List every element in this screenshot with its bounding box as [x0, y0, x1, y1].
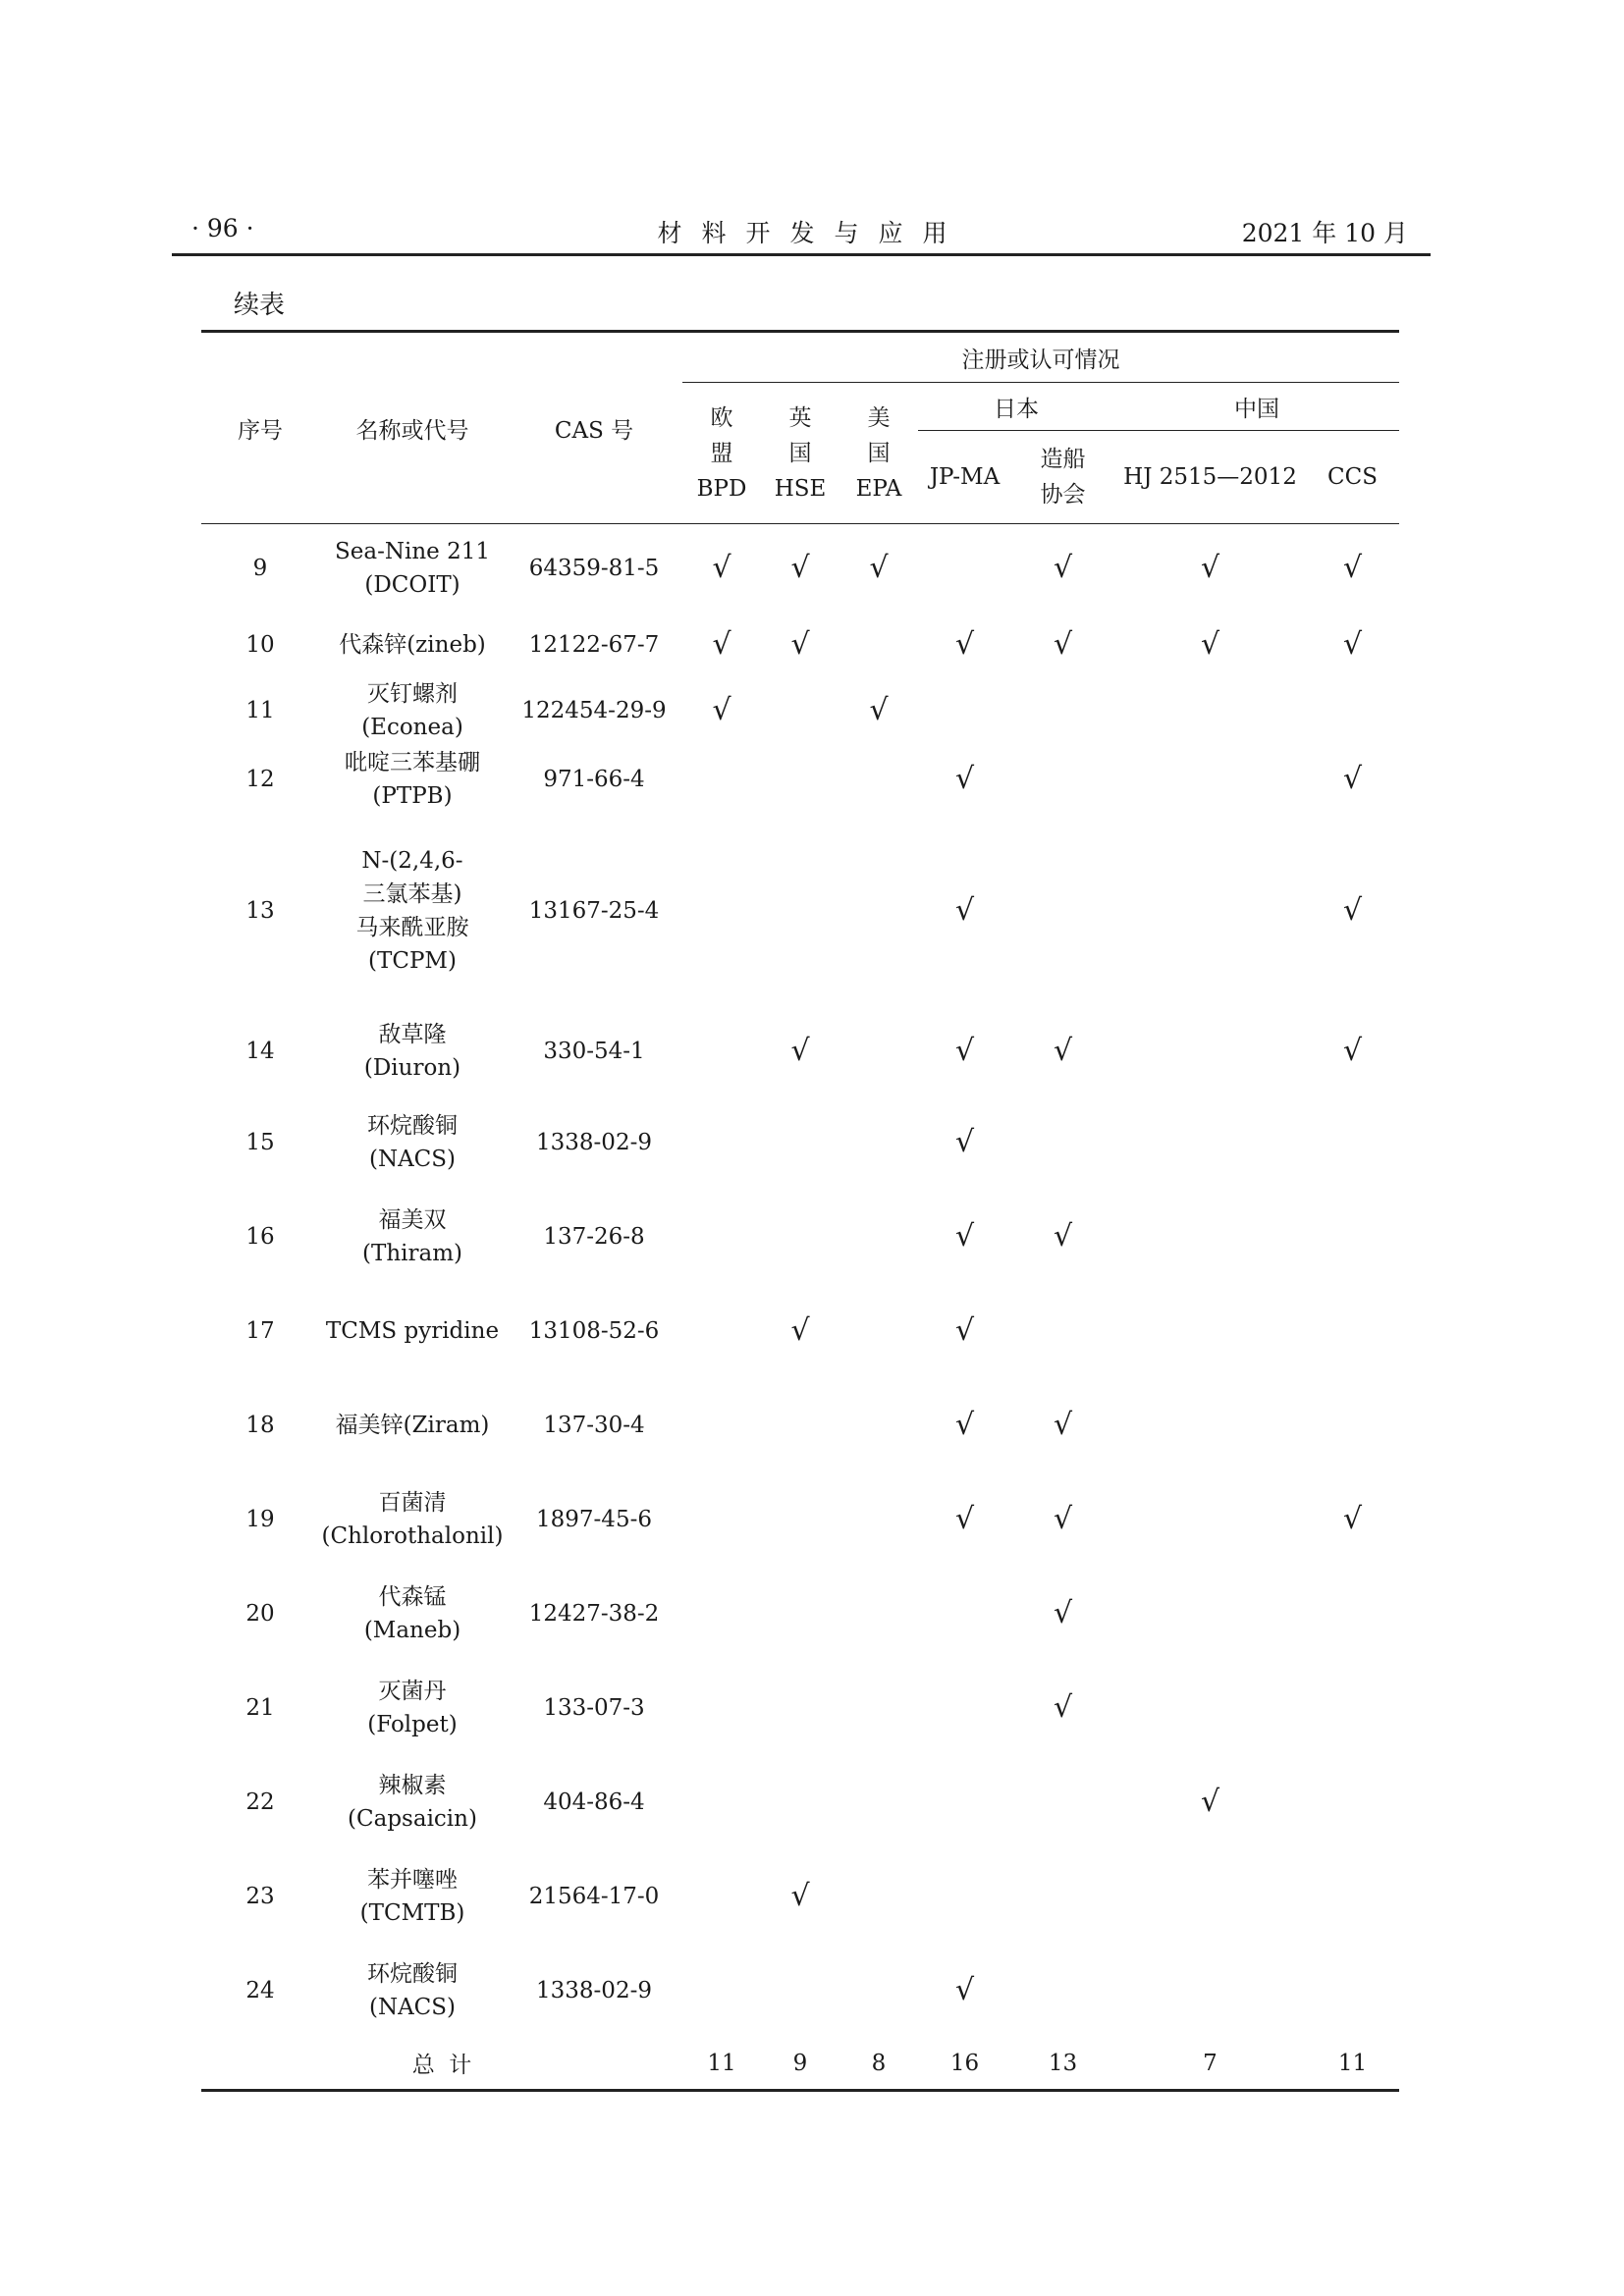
check-eu: √ [712, 550, 731, 585]
col-header-no: 序号 [201, 332, 319, 524]
check-eu [682, 1378, 761, 1472]
row-name-line: 环烷酸铜 [367, 1960, 458, 1987]
row-number: 11 [245, 697, 275, 723]
row-name [319, 1849, 506, 1944]
row-name-line: 环烷酸铜 [367, 1112, 458, 1139]
col-header-jp-ma: JP-MA [929, 464, 1001, 490]
row-number: 21 [245, 1694, 275, 1721]
row-number: 9 [252, 555, 268, 581]
check-us [839, 1190, 918, 1284]
check-uk: √ [790, 1312, 810, 1348]
col-header-jp-shipbuilding: 造船 协会 [1040, 447, 1086, 507]
check-eu [682, 1755, 761, 1849]
table-row [201, 524, 1399, 613]
check-jp-ship: √ [1053, 626, 1073, 662]
check-jp-ma [918, 524, 1011, 613]
total-ccs: 11 [1306, 2038, 1399, 2091]
check-hj [1114, 1849, 1306, 1944]
check-ccs [1306, 1378, 1399, 1472]
table-row [201, 815, 1399, 1007]
col-header-hj: HJ 2515—2012 [1123, 464, 1297, 490]
check-hj [1114, 815, 1306, 1007]
check-eu: √ [712, 692, 731, 727]
check-us [839, 613, 918, 677]
col-header-uk-hse: 英 国 HSE [774, 404, 827, 502]
check-eu [682, 1661, 761, 1755]
check-jp-ma [918, 1755, 1011, 1849]
row-cas: 1897-45-6 [536, 1506, 652, 1532]
check-hj [1114, 1567, 1306, 1661]
check-us [839, 1567, 918, 1661]
check-hj: √ [1200, 550, 1220, 585]
check-jp-ma: √ [954, 892, 975, 928]
check-us [839, 815, 918, 1007]
col-header-registration: 注册或认可情况 [682, 332, 1399, 383]
table-row [201, 1190, 1399, 1284]
check-hj [1114, 1007, 1306, 1095]
check-jp-ma: √ [954, 626, 975, 662]
row-name [319, 1472, 506, 1567]
col-header-ccs: CCS [1327, 464, 1378, 490]
row-cas: 12122-67-7 [528, 631, 660, 658]
check-eu [682, 1284, 761, 1378]
total-us: 8 [839, 2038, 918, 2091]
row-cas: 137-26-8 [543, 1223, 645, 1250]
total-hj: 7 [1114, 2038, 1306, 2091]
check-eu [682, 744, 761, 815]
row-cas: 13108-52-6 [528, 1317, 660, 1344]
row-number: 16 [245, 1223, 275, 1250]
check-hj [1114, 1284, 1306, 1378]
check-eu [682, 815, 761, 1007]
row-name-line: 苯并噻唑 [367, 1866, 458, 1893]
row-name [319, 1944, 506, 2038]
row-number: 13 [245, 897, 275, 924]
row-name-line: (Diuron) [363, 1054, 461, 1081]
check-jp-ship: √ [1053, 1407, 1073, 1442]
row-name-line: 代森锌(zineb) [339, 631, 486, 658]
check-us [839, 744, 918, 815]
row-name-line: 吡啶三苯基硼 [345, 749, 480, 775]
col-header-japan: 日本 [918, 383, 1114, 431]
check-uk [761, 1944, 839, 2038]
row-number: 17 [245, 1317, 275, 1344]
check-us [839, 1472, 918, 1567]
check-jp-ma [918, 1661, 1011, 1755]
check-jp-ship: √ [1053, 1218, 1073, 1254]
check-uk [761, 815, 839, 1007]
total-eu: 11 [682, 2038, 761, 2091]
check-jp-ma: √ [954, 1407, 975, 1442]
row-name [319, 1378, 506, 1472]
check-ccs [1306, 1095, 1399, 1190]
row-cas: 12427-38-2 [528, 1600, 660, 1627]
check-jp-ma: √ [954, 1124, 975, 1159]
check-eu: √ [712, 626, 731, 662]
row-name [319, 1661, 506, 1755]
check-jp-ma: √ [954, 1312, 975, 1348]
check-jp-ma: √ [954, 1218, 975, 1254]
check-hj [1114, 677, 1306, 744]
check-jp-ship [1011, 677, 1114, 744]
check-jp-ship: √ [1053, 1595, 1073, 1630]
check-hj [1114, 1378, 1306, 1472]
check-jp-ship: √ [1053, 1033, 1073, 1068]
check-ccs: √ [1342, 1501, 1363, 1536]
total-jp-ship: 13 [1011, 2038, 1114, 2091]
check-hj [1114, 1472, 1306, 1567]
check-jp-ma: √ [954, 1033, 975, 1068]
check-eu [682, 1944, 761, 2038]
check-uk [761, 744, 839, 815]
check-jp-ship: √ [1053, 1501, 1073, 1536]
check-hj: √ [1200, 626, 1220, 662]
row-name-line: 马来酰亚胺 [355, 914, 469, 940]
row-cas: 1338-02-9 [536, 1129, 652, 1155]
row-name-line: TCMS pyridine [325, 1317, 500, 1344]
row-cas: 404-86-4 [543, 1789, 645, 1815]
check-uk [761, 1755, 839, 1849]
check-uk: √ [790, 1878, 810, 1913]
check-eu [682, 1095, 761, 1190]
row-name-line: 灭钉螺剂 [367, 680, 458, 707]
check-eu [682, 1190, 761, 1284]
table-row [201, 1095, 1399, 1190]
check-us [839, 1007, 918, 1095]
check-jp-ship [1011, 815, 1114, 1007]
row-name [319, 1007, 506, 1095]
check-ccs: √ [1342, 550, 1363, 585]
table-row [201, 1284, 1399, 1378]
registration-table [201, 330, 1399, 2092]
check-us: √ [869, 692, 889, 727]
check-ccs [1306, 1567, 1399, 1661]
row-number: 18 [245, 1412, 275, 1438]
row-cas: 13167-25-4 [528, 897, 660, 924]
check-uk: √ [790, 1033, 810, 1068]
check-ccs: √ [1342, 1033, 1363, 1068]
row-number: 24 [245, 1977, 275, 2003]
table-row [201, 1944, 1399, 2038]
table-row [201, 677, 1399, 744]
row-name-line: (Econea) [361, 714, 463, 740]
check-jp-ship: √ [1053, 1689, 1073, 1725]
row-name [319, 524, 506, 613]
table-row [201, 744, 1399, 815]
row-number: 15 [245, 1129, 275, 1155]
check-us [839, 1755, 918, 1849]
check-jp-ship [1011, 1284, 1114, 1378]
row-name [319, 815, 506, 1007]
check-uk [761, 1472, 839, 1567]
row-name-line: 敌草隆 [378, 1021, 447, 1047]
row-name [319, 1755, 506, 1849]
total-row [201, 2038, 1399, 2091]
total-label: 总 计 [201, 2038, 682, 2091]
check-jp-ship [1011, 1849, 1114, 1944]
check-jp-ship [1011, 744, 1114, 815]
row-cas: 21564-17-0 [528, 1883, 660, 1909]
row-name [319, 1190, 506, 1284]
row-name-line: (Chlorothalonil) [321, 1522, 504, 1549]
col-header-name: 名称或代号 [319, 332, 506, 524]
row-name-line: 灭菌丹 [378, 1678, 447, 1704]
col-header-us-epa: 美 国 EPA [855, 404, 902, 502]
row-cas: 1338-02-9 [536, 1977, 652, 2003]
row-name-line: (Maneb) [363, 1617, 461, 1643]
row-name-line: (NACS) [368, 1146, 457, 1172]
table-row [201, 1007, 1399, 1095]
check-us [839, 1284, 918, 1378]
row-cas: 122454-29-9 [521, 697, 667, 723]
row-number: 23 [245, 1883, 275, 1909]
check-hj [1114, 1095, 1306, 1190]
check-us [839, 1378, 918, 1472]
check-ccs [1306, 1755, 1399, 1849]
row-name [319, 613, 506, 677]
row-name-line: (Thiram) [362, 1240, 462, 1266]
row-name [319, 1284, 506, 1378]
issue-date: 2021 年 10 月 [1241, 219, 1408, 247]
row-name-line: (TCMTB) [359, 1899, 465, 1926]
row-cas: 137-30-4 [543, 1412, 645, 1438]
check-jp-ma: √ [954, 1501, 975, 1536]
row-name-line: Sea-Nine 211 [335, 538, 490, 564]
table-row [201, 1661, 1399, 1755]
check-ccs [1306, 1944, 1399, 2038]
row-name [319, 1567, 506, 1661]
check-hj [1114, 1661, 1306, 1755]
check-hj [1114, 744, 1306, 815]
check-jp-ma [918, 1849, 1011, 1944]
check-us: √ [869, 550, 889, 585]
check-uk [761, 677, 839, 744]
check-ccs: √ [1342, 761, 1363, 796]
check-us [839, 1944, 918, 2038]
table-row [201, 1755, 1399, 1849]
header-rule [172, 253, 1431, 256]
row-number: 19 [245, 1506, 275, 1532]
page-number: · 96 · [191, 214, 254, 242]
journal-title: 材料开发与应用 [657, 219, 967, 247]
check-uk: √ [790, 550, 810, 585]
row-name-line: (TCPM) [368, 947, 457, 974]
check-ccs: √ [1342, 892, 1363, 928]
row-name-line: (NACS) [368, 1994, 457, 2020]
check-uk [761, 1378, 839, 1472]
table-row [201, 1567, 1399, 1661]
row-cas: 330-54-1 [543, 1038, 645, 1064]
check-ccs [1306, 1284, 1399, 1378]
col-header-china: 中国 [1114, 383, 1399, 431]
check-jp-ma [918, 1567, 1011, 1661]
table-row [201, 613, 1399, 677]
check-ccs [1306, 677, 1399, 744]
check-ccs [1306, 1849, 1399, 1944]
row-name-line: N-(2,4,6- [361, 847, 463, 874]
row-name [319, 744, 506, 815]
col-header-cas: CAS 号 [506, 332, 682, 524]
check-eu [682, 1849, 761, 1944]
row-cas: 133-07-3 [543, 1694, 645, 1721]
check-jp-ship: √ [1053, 550, 1073, 585]
check-uk [761, 1190, 839, 1284]
total-uk: 9 [761, 2038, 839, 2091]
row-number: 10 [245, 631, 275, 658]
row-name-line: 辣椒素 [378, 1772, 447, 1798]
row-name-line: 福美锌(Ziram) [335, 1412, 490, 1438]
check-uk [761, 1661, 839, 1755]
row-number: 22 [245, 1789, 275, 1815]
row-number: 20 [245, 1600, 275, 1627]
check-us [839, 1849, 918, 1944]
total-jp-ma: 16 [918, 2038, 1011, 2091]
check-jp-ma: √ [954, 761, 975, 796]
check-hj: √ [1200, 1784, 1220, 1819]
check-jp-ship [1011, 1944, 1114, 2038]
row-name-line: 代森锰 [378, 1583, 447, 1610]
table-row [201, 1378, 1399, 1472]
row-name-line: (Capsaicin) [348, 1805, 477, 1832]
check-jp-ship [1011, 1095, 1114, 1190]
row-name-line: 三氯苯基) [362, 881, 462, 907]
check-eu [682, 1472, 761, 1567]
check-ccs [1306, 1661, 1399, 1755]
check-us [839, 1661, 918, 1755]
check-us [839, 1095, 918, 1190]
check-jp-ma: √ [954, 1972, 975, 2007]
row-number: 12 [245, 766, 275, 792]
check-uk [761, 1567, 839, 1661]
row-name-line: (PTPB) [372, 782, 453, 809]
table-body [201, 524, 1399, 2038]
col-header-eu-bpd: 欧 盟 BPD [696, 404, 747, 502]
row-number: 14 [245, 1038, 275, 1064]
check-jp-ma [918, 677, 1011, 744]
row-name-line: (DCOIT) [364, 571, 460, 598]
row-name [319, 1095, 506, 1190]
row-name-line: 福美双 [378, 1206, 447, 1233]
row-name-line: (Folpet) [367, 1711, 458, 1737]
check-hj [1114, 1190, 1306, 1284]
check-eu [682, 1567, 761, 1661]
check-hj [1114, 1944, 1306, 2038]
table-row [201, 1849, 1399, 1944]
check-uk [761, 1095, 839, 1190]
row-name [319, 677, 506, 744]
continued-label: 续表 [234, 291, 286, 320]
table-row [201, 1472, 1399, 1567]
check-uk: √ [790, 626, 810, 662]
check-ccs: √ [1342, 626, 1363, 662]
check-ccs [1306, 1190, 1399, 1284]
check-eu [682, 1007, 761, 1095]
row-cas: 64359-81-5 [528, 555, 660, 581]
row-cas: 971-66-4 [543, 766, 645, 792]
row-name-line: 百菌清 [378, 1489, 447, 1516]
check-jp-ship [1011, 1755, 1114, 1849]
